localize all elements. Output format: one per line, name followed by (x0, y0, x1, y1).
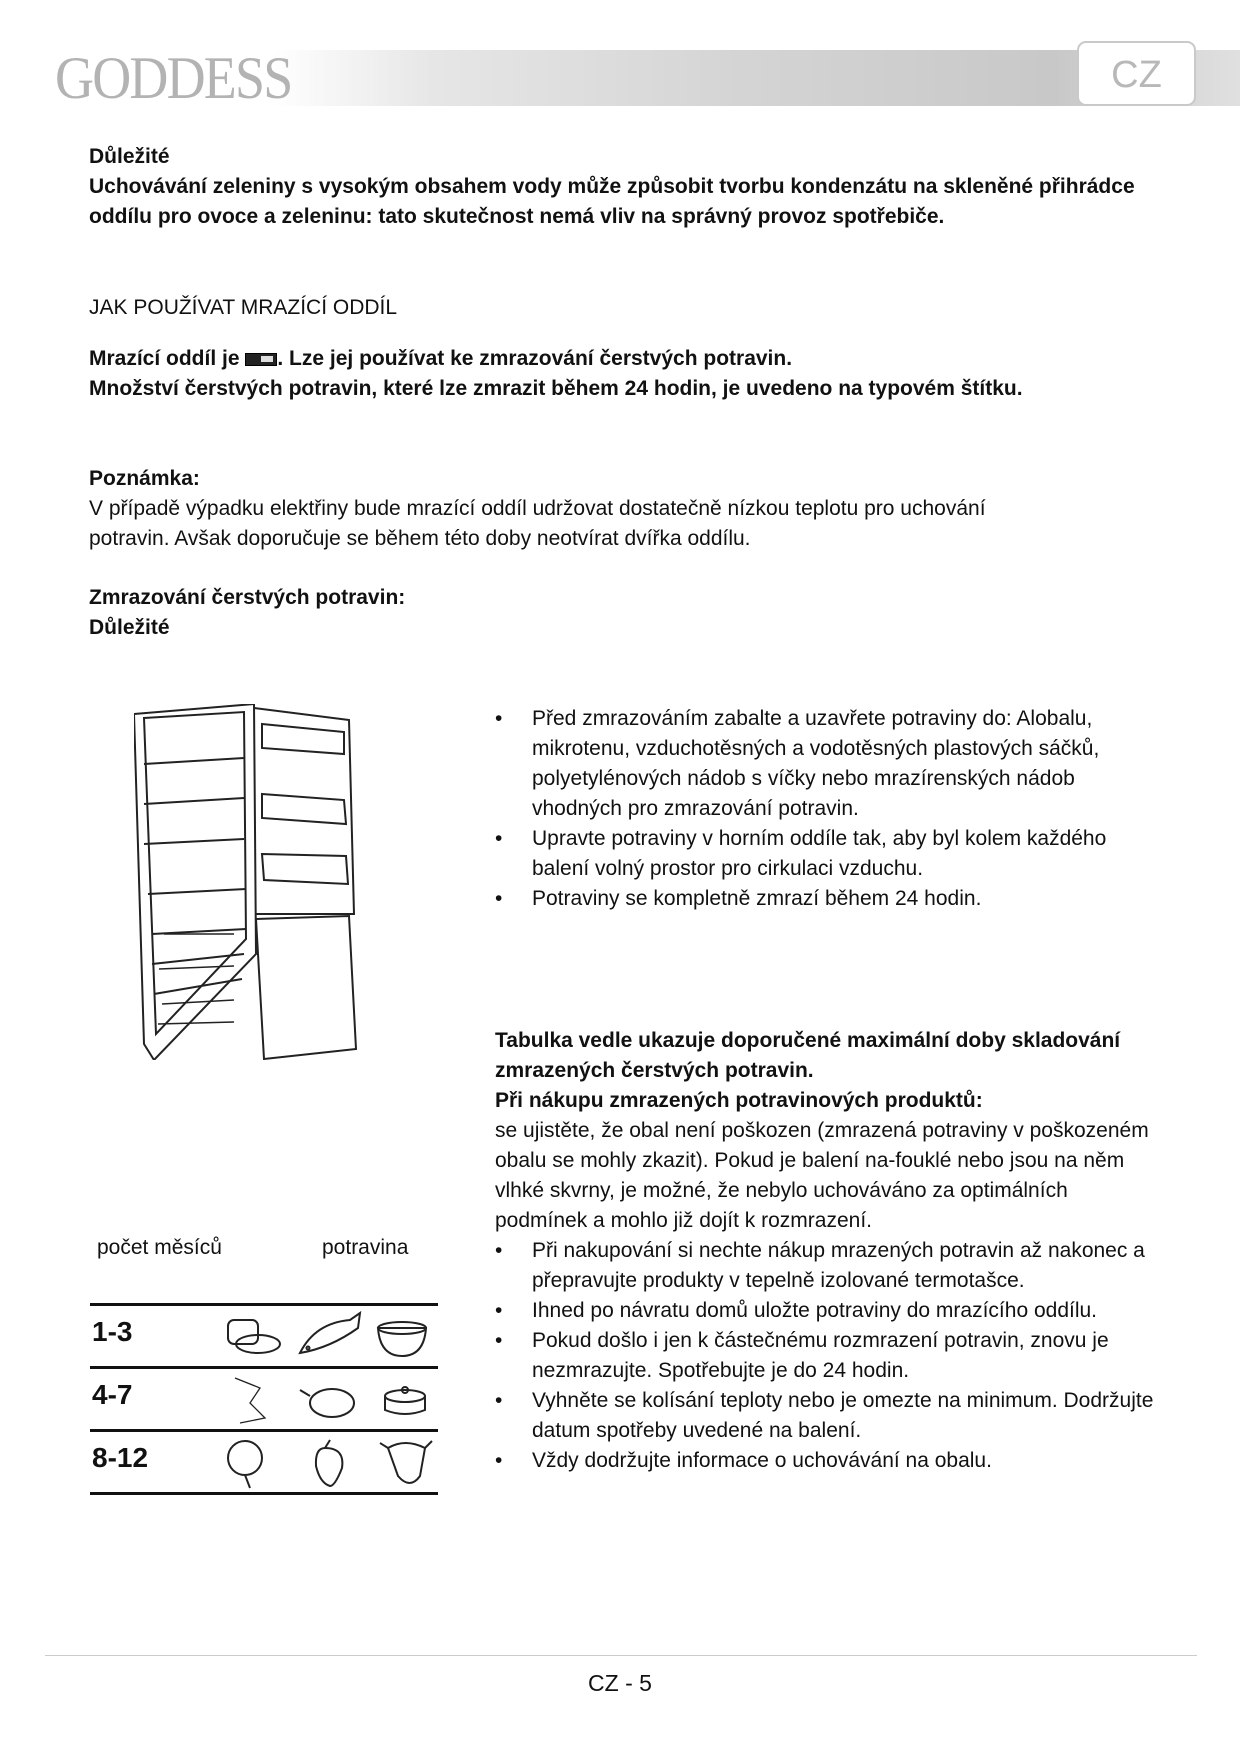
intro-block (89, 142, 1149, 232)
fresh-title: Zmrazování čerstvých potravin: (89, 586, 406, 609)
fridge-illustration (134, 704, 374, 1060)
freezing-list (495, 704, 1155, 914)
list-item: • Potraviny se kompletně zmrazí během 24 hodin. (495, 884, 1155, 914)
buying-block (495, 1026, 1155, 1476)
page-number: CZ - 5 (588, 1670, 652, 1696)
buying-title: Při nákupu zmrazených potravinových produktů: (495, 1089, 983, 1112)
note-block (89, 464, 1149, 554)
fish-icon (300, 1313, 360, 1353)
p1b: . Lze jej používat ke zmrazování čerstvých potravin. (277, 347, 793, 370)
brand-logo: GODDESS (55, 45, 292, 111)
months-4-7: 4-7 (92, 1379, 133, 1410)
list-item: • Před zmrazováním zabalte a uzavřete potraviny do: Alobalu, mikrotenu, vzduchotěsných a vodotěsných plastových sáčků, polyetylénových nádob s víčky nebo mrazírenských nádob vhodných pro zmrazování potravin. (495, 704, 1155, 824)
note-title: Poznámka: (89, 467, 200, 490)
months-8-12: 8-12 (92, 1442, 149, 1473)
section-heading: JAK POUŽÍVAT MRAZÍCÍ ODDÍL (89, 296, 398, 319)
soup-bowl-icon (378, 1322, 426, 1356)
footer-divider (45, 1655, 1197, 1656)
vegetables-icon (228, 1441, 262, 1488)
strawberry-icon (316, 1440, 342, 1486)
list-item: • Pokud došlo i jen k částečnému rozmrazení potravin, znovu je nezmrazujte. Spotřebujte je do 24 hodin. (495, 1326, 1155, 1386)
list-item: • Vyhněte se kolísání teploty nebo je omezte na minimum. Dodržujte datum spotřeby uvedené na balení. (495, 1386, 1155, 1446)
col-food: potravina (322, 1236, 409, 1259)
intro-title: Důležité (89, 145, 170, 168)
list-item: • Ihned po návratu domů uložte potraviny do mrazícího oddílu. (495, 1296, 1155, 1326)
food-icons (220, 1308, 440, 1493)
intro-text: Uchovávání zeleniny s vysokým obsahem vody může způsobit tvorbu kondenzátu na skleněné přihrádce oddílu pro ovoce a zeleninu: tato skutečnost nemá vliv na správný provoz spotřebiče. (89, 175, 1135, 228)
months-1-3: 1-3 (92, 1316, 133, 1347)
list-item: • Při nakupování si nechte nákup mrazených potravin až nakonec a přepravujte produkty v tepelně izolované termotašce. (495, 1236, 1155, 1296)
language-badge: CZ (1077, 41, 1196, 106)
list-item: • Vždy dodržujte informace o uchovávání na obalu. (495, 1446, 1155, 1476)
divider (90, 1303, 438, 1306)
note-text: V případě výpadku elektřiny bude mrazící oddíl udržovat dostatečně nízkou teplotu pro uchování potravin. Avšak doporučuje se během této doby neotvírat dvířka oddílu. (89, 497, 986, 550)
list-item: • Upravte potraviny v horním oddíle tak, aby byl kolem každého balení volný prostor pro cirkulaci vzduchu. (495, 824, 1155, 884)
col-months: počet měsíců (97, 1236, 222, 1259)
meat-icon (235, 1378, 265, 1423)
table-note: Tabulka vedle ukazuje doporučené maximální doby skladování zmrazených čerstvých potravin. (495, 1029, 1121, 1082)
freezer-intro (89, 344, 1149, 404)
freezer-star-icon (245, 353, 277, 366)
cake-icon (385, 1387, 425, 1414)
cow-icon (380, 1441, 432, 1483)
fresh-block (89, 583, 1149, 643)
p2: Množství čerstvých potravin, které lze zmrazit během 24 hodin, je uvedeno na typovém štítku. (89, 377, 1023, 400)
buying-text: se ujistěte, že obal není poškozen (zmrazená potraviny v poškozeném obalu se mohly zkazit). Pokud je balení na-fouklé nebo jsou na něm vlhké skvrny, je možné, že nebylo uchováváno za optimálních podmínek a mohlo již dojít k rozmrazení. (495, 1119, 1149, 1232)
p1a: Mrazící oddíl je (89, 347, 240, 370)
chicken-icon (300, 1389, 354, 1417)
bread-icon (228, 1320, 280, 1353)
fresh-sub: Důležité (89, 616, 170, 639)
